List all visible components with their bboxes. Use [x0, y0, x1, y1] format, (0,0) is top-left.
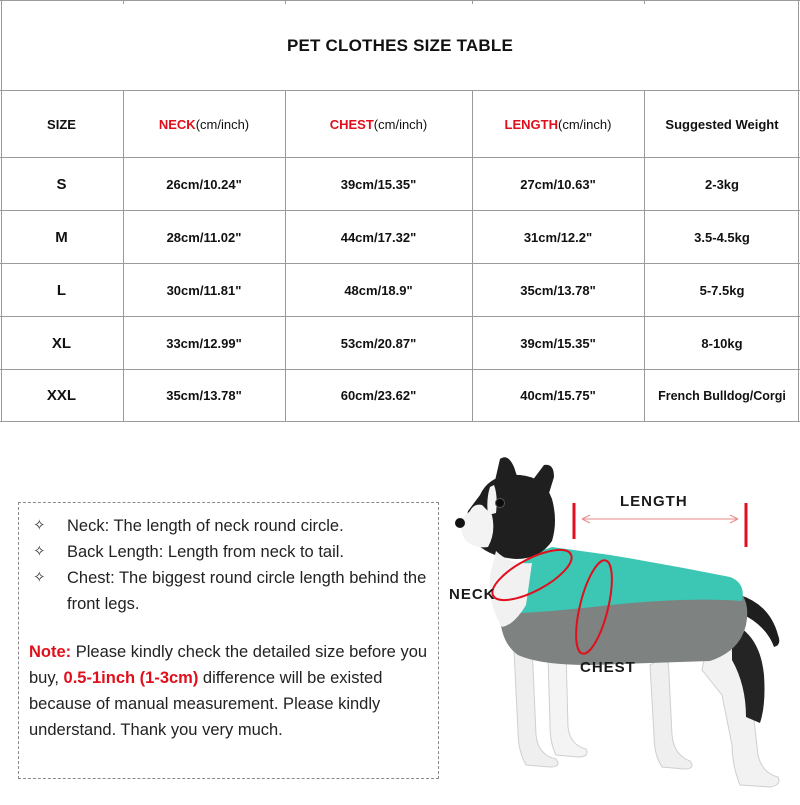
cell-neck: 28cm/11.02" — [166, 229, 242, 245]
cell-chest: 44cm/17.32" — [340, 229, 417, 245]
note-highlight: 0.5-1inch (1-3cm) — [63, 669, 199, 687]
measurement-bullets — [31, 513, 436, 617]
table-row — [0, 370, 800, 421]
cell-chest: 48cm/18.9" — [344, 282, 413, 298]
header-neck-label: NECK — [158, 116, 196, 132]
dog-measurement-illustration — [440, 455, 800, 800]
table-row — [0, 158, 800, 210]
header-chest-label: CHEST — [329, 116, 374, 132]
bullet-text: Chest: The biggest round circle length behind the front legs. — [67, 569, 427, 613]
table-line — [0, 421, 800, 422]
dog-back-leg-2 — [650, 655, 692, 769]
bullet-neck — [31, 513, 436, 539]
cell-weight: 5-7.5kg — [699, 282, 745, 298]
label-chest: CHEST — [580, 659, 636, 676]
note-text-1: Please kindly check the detailed size before you buy, — [29, 643, 428, 687]
cell-chest: 53cm/20.87" — [340, 335, 417, 351]
diamond-star-icon: ✧ — [33, 517, 46, 534]
header-length-unit: (cm/inch) — [558, 116, 612, 132]
table-row — [0, 264, 800, 316]
cell-size: XXL — [46, 387, 77, 404]
cell-neck: 35cm/13.78" — [166, 388, 242, 403]
header-length — [472, 91, 644, 157]
header-chest-unit: (cm/inch) — [373, 116, 428, 132]
size-notes-box — [18, 502, 439, 779]
cell-size: XL — [51, 334, 72, 352]
label-neck: NECK — [449, 586, 496, 603]
note-label: Note: — [29, 643, 72, 661]
dog-eye — [496, 499, 505, 508]
cell-size: L — [56, 281, 67, 299]
cell-chest: 39cm/15.35" — [340, 176, 417, 192]
header-chest — [285, 91, 472, 157]
bullet-text: Back Length: Length from neck to tail. — [67, 543, 344, 561]
header-weight: Suggested Weight — [665, 116, 779, 132]
cell-size: S — [56, 175, 67, 193]
cell-length: 31cm/12.2" — [523, 229, 593, 245]
header-neck-unit: (cm/inch) — [195, 116, 250, 132]
cell-neck: 33cm/12.99" — [166, 335, 242, 351]
bullet-text: Neck: The length of neck round circle. — [67, 517, 344, 535]
label-length: LENGTH — [620, 493, 688, 510]
cell-weight: 3.5-4.5kg — [694, 229, 750, 245]
cell-neck: 30cm/11.81" — [166, 282, 242, 298]
table-row — [0, 317, 800, 369]
cell-weight: French Bulldog/Corgi — [658, 388, 786, 403]
bullet-length — [31, 539, 436, 565]
note-paragraph — [29, 639, 437, 743]
dog-nose — [455, 518, 465, 528]
header-length-label: LENGTH — [504, 116, 558, 132]
table-header-row — [0, 91, 800, 157]
bullet-chest — [31, 565, 436, 617]
header-size: SIZE — [47, 116, 76, 132]
cell-weight: 8-10kg — [701, 335, 743, 351]
diamond-star-icon: ✧ — [33, 569, 46, 586]
cell-length: 35cm/13.78" — [520, 282, 596, 298]
cell-length: 39cm/15.35" — [520, 335, 596, 351]
diamond-star-icon: ✧ — [33, 543, 46, 560]
cell-neck: 26cm/10.24" — [166, 176, 242, 192]
cell-size: M — [55, 228, 68, 246]
cell-chest: 60cm/23.62" — [340, 388, 417, 403]
header-neck — [123, 91, 285, 157]
dog-ear-left — [494, 457, 520, 485]
note-text-2: difference will be existed because of manual measurement. Please kindly understand. Thank you very much. — [29, 669, 383, 739]
table-title: PET CLOTHES SIZE TABLE — [286, 35, 514, 55]
cell-length: 40cm/15.75" — [520, 388, 596, 403]
cell-weight: 2-3kg — [705, 176, 739, 192]
table-row — [0, 211, 800, 263]
cell-length: 27cm/10.63" — [520, 176, 596, 192]
